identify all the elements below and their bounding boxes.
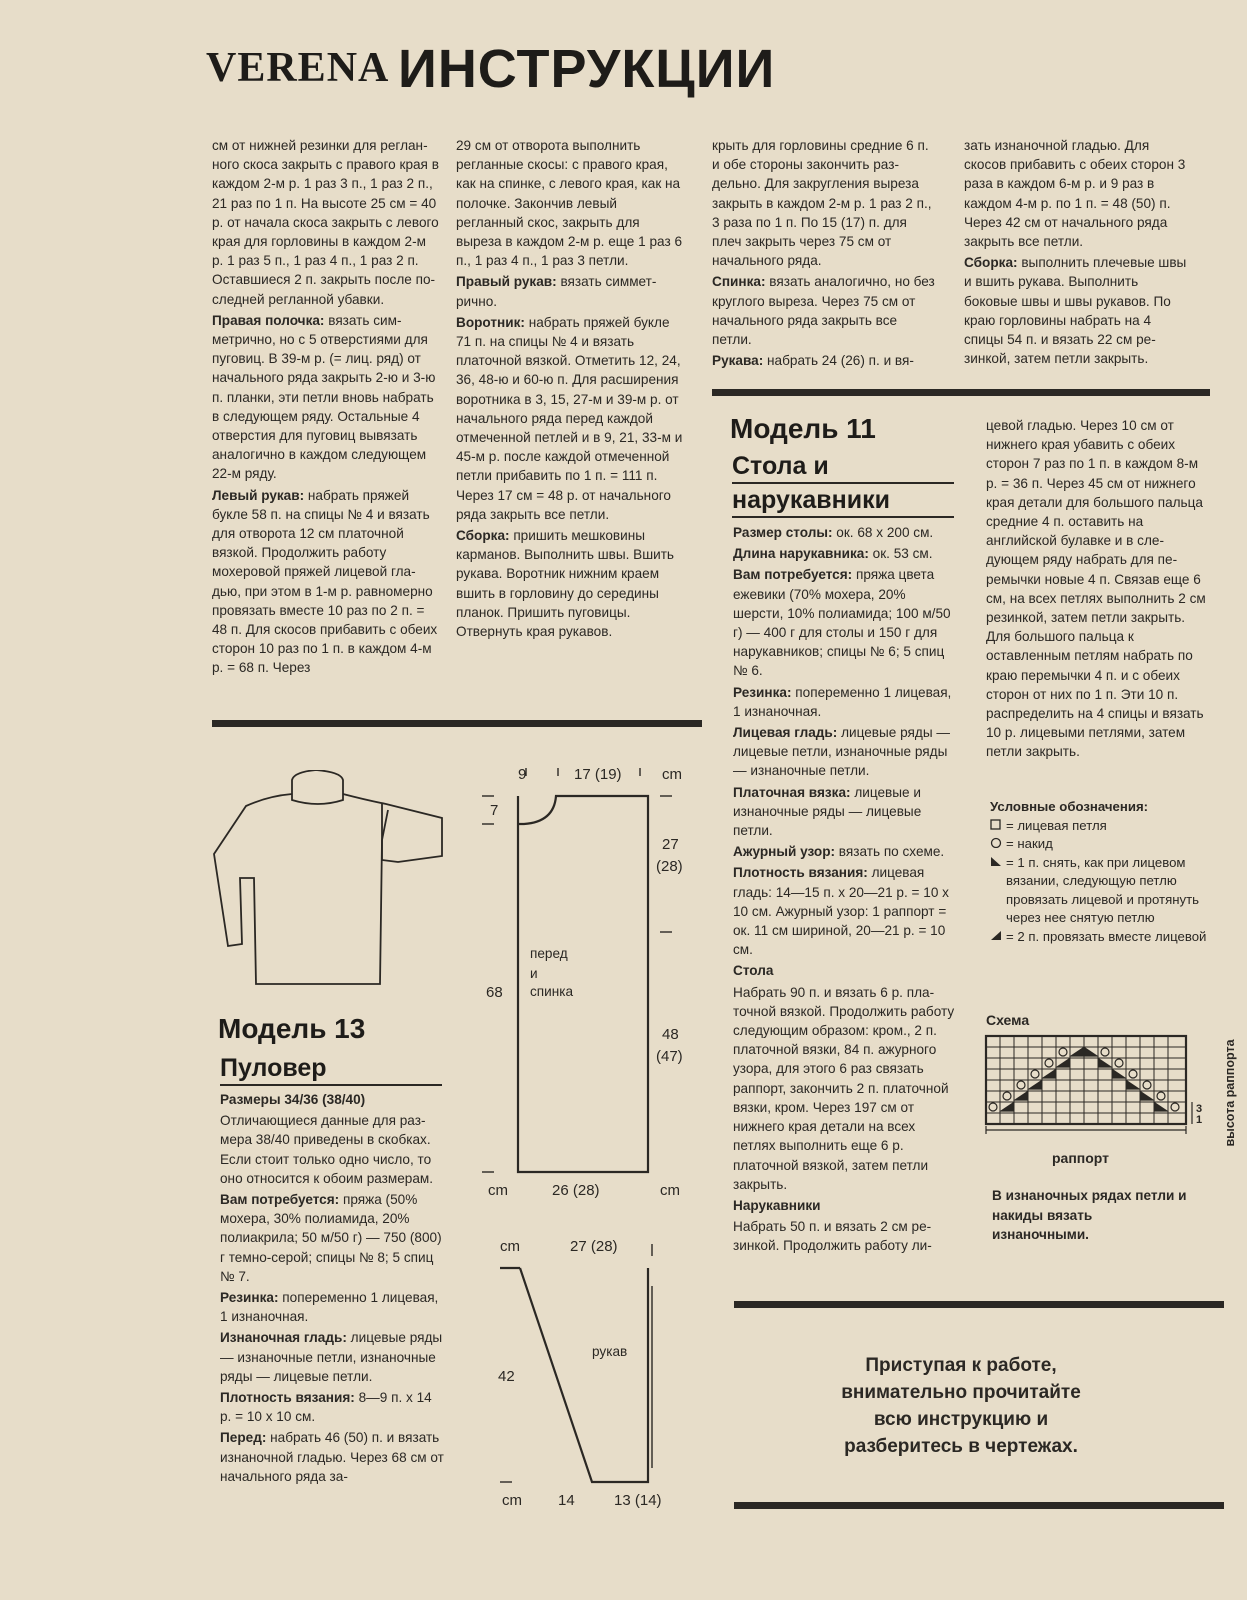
paragraph-text: попеременно 1 лицевая, 1 изнаночная. [733,684,952,719]
section-label: Вам потребуется: [733,567,853,583]
divider [734,1301,1224,1308]
chart-title: Схема [986,1012,1030,1028]
paragraph [964,253,1192,368]
schematic-label: спинка [530,984,574,999]
section-label: Резинка: [220,1290,279,1306]
reading-advice: Приступая к работе, внимательно прочитайте всю инструкцию и разберитесь в чертежах. [841,1355,1081,1457]
paragraph: 29 см от отворота выполнить регланные скосы: с правого края, как на спинке, с левого края, как на полочке. Закончив левый регланный скос, закрыть для выреза в каждом 2-м р. еще 1 раз 6 п., 1 раз 4 п., 1 раз 3 петли. [456,138,683,269]
square-icon [990,817,1002,836]
dimension-label: 26 (28) [552,1182,600,1199]
model-13-title: Модель 13 [218,1013,366,1044]
text-column-4 [964,136,1192,368]
dimension-label: 27 [662,836,679,853]
paragraph [733,544,958,563]
legend-text: = 2 п. провязать вместе лицевой [1006,928,1207,944]
legend-text: = лицевая петля [1006,817,1107,833]
section-label: Вам потребуется: [220,1192,340,1208]
section-label: Изнаночная гладь: [220,1330,347,1346]
paragraph-text: пряжа (50% мохера, 30% полиамида, 20% полиакрила; 50 м/50 г) — 750 (800) г темно-серой; спицы № 8; 5 спиц № 7. [220,1192,442,1284]
body-schematic [480,764,690,1200]
dimension-label: 7 [490,802,499,819]
paragraph [456,526,684,641]
chart-rapport-height-label: высота раппорта [1223,1039,1237,1147]
dimension-label: 13 (14) [614,1492,662,1509]
paragraph-text: набрать 24 (26) п. и вя- [763,353,914,369]
paragraph-text: вязать аналогично, но без круглого выреза. Через 75 см от начального ряда закрыть все петли. [712,274,935,348]
dimension-label: 17 (19) [574,766,622,783]
dimension-label: 9 [518,766,527,783]
paragraph-text: пришить мешковины карманов. Выполнить швы. Вшить рукава. Воротник нижним краем вшить в горловину до середины планок. Пришить пуговицы. Отвернуть края рукавов. [456,528,675,640]
section-label: Перед: [220,1430,267,1446]
section-label: Сборка: [456,528,510,544]
section-label: Стола [733,963,774,979]
subheading [733,961,958,980]
chart-note: В изнаночных рядах петли и накиды вязать изнаночными. [992,1188,1187,1242]
chart-rapport-label: раппорт [1052,1150,1110,1166]
dimension-label: cm [500,1238,520,1255]
section-label: Плотность вязания: [220,1390,355,1406]
paragraph: цевой гладью. Через 10 см от нижнего края убавить с обеих сторон 7 раз по 1 п. в каждом 8-м р. = 36 п. Через 45 см от нижнего края детали для большого пальца средние 4 п. оставить на английской булавке и в следующем ряду набрать для перемычки новые 4 п. Связав еще 6 см, на всех петлях выполнить 2 см резинкой, затем петли закрыть. Для большого пальца к оставленным петлям набрать по краю перемычки 4 п. и с обеих сторон от них по 1 п. Эти 10 п. распределить на 4 спицы и вязать 10 р. лицевыми петлями, затем петли закрыть. [986,418,1206,760]
paragraph-text: набрать пряжей букле 58 п. на спицы № 4 и вязать для отворота 12 см платочной вязкой. Продолжить работу мохеровой пряжей лицевой гладью, при этом в 1-м р. равномерно провязать вместе 10 раз по 2 п. = 48 п. Для скосов прибавить с обеих сторон 10 раз по 1 п. в каждом 4-м р. = 68 п. Через [212,487,438,676]
paragraph-text: лицевые и изнаночные ряды — лицевые петли. [733,784,922,839]
right-triangle-icon [990,928,1002,947]
dimension-label: 48 [662,1026,679,1043]
paragraph-text: ок. 53 см. [868,546,933,562]
brand-logo: VERENA [206,45,390,91]
section-label: Лицевая гладь: [733,725,838,741]
paragraph [712,272,940,349]
section-label: Длина нарукавника: [733,546,869,562]
section-label: Платочная вязка: [733,784,851,800]
paragraph-text: лицевые ряды — изнаночные петли, изнаночные ряды — лицевые петли. [220,1330,443,1384]
section-label: Условные обозначения: [990,799,1149,814]
paragraph-text: ок. 68 x 200 см. [832,525,934,540]
paragraph-text: вязать по схеме. [835,844,945,860]
left-triangle-icon [990,854,1002,873]
model-13-text [220,1090,444,1486]
paragraph [212,311,440,484]
dimension-label: 68 [486,984,503,1001]
page-title: ИНСТРУКЦИИ [398,39,776,99]
dimension-label: 27 (28) [570,1238,618,1255]
legend-item [990,835,1212,854]
dimension-label: cm [662,766,682,783]
paragraph: зать изнаночной гладью. Для скосов прибавить с обеих сторон 3 раза в каждом 6-м р. и 9 раз в каждом 4-м р. по 1 п. = 48 (50) п. Через 42 см от начального ряда закрыть все петли. [964,138,1186,250]
section-label: Воротник: [456,314,525,330]
paragraph [220,1288,444,1326]
paragraph [733,783,958,841]
section-label: Рукава: [712,353,764,369]
model-11-subtitle-line1: Стола и [732,450,954,484]
dimension-label: 42 [498,1368,515,1385]
legend-text: = 1 п. снять, как при лицевом вязании, следующую петлю провязать лицевой и протянуть через нее снятую петлю [1006,854,1200,925]
section-label: Правый рукав: [456,274,557,290]
paragraph [220,1328,444,1386]
paragraph-text: вязать симметрично. [456,274,657,309]
dimension-label: cm [502,1492,522,1509]
schematic-label: перед [530,946,568,961]
circle-icon [990,835,1002,854]
text-column-1 [212,136,440,678]
dimension-label: cm [488,1182,508,1199]
schematic-label: и [530,966,538,981]
model-11-text-right [986,416,1210,762]
section-label: Размер столы: [733,525,833,540]
paragraph [733,683,958,721]
paragraph [733,565,958,680]
sweater-illustration [206,770,456,990]
paragraph-text: набрать пряжей букле 71 п. на спицы № 4 и вязать платочной вязкой. Отметить 12, 24, 36, 48-ю и 60-ю п. Для расширения воротника в 3, 15, 27-м и 39-м р. от начального ряда перед каждой отмеченной петлей и в 9, 21, 33-м и 45-м р. после каждой отмеченной петли прибавить по 1 п. = 111 п. Через 17 см = 48 р. от начального ряда закрыть все петли. [456,314,683,522]
paragraph [220,1388,444,1426]
paragraph [733,842,958,861]
knitting-chart [984,1034,1218,1162]
divider [212,720,702,727]
model-11-title: Модель 11 [730,413,876,444]
paragraph [220,1090,444,1109]
paragraph: см от нижней резинки для регланного скоса закрыть с правого края в каждом 2-м р. 1 раз 3 п., 1 раз 2 п., 21 раз по 1 п. На высоте 25 см = 40 р. от начала скоса закрыть с левого края для горловины в каждом 2-м р. 1 раз 5 п., 1 раз 4 п., 1 раз 2 п. Оставшиеся 2 п. закрыть после последней регланной убавки. [212,138,439,307]
chart-row-label: 3 [1196,1103,1203,1115]
paragraph [712,351,940,370]
paragraph-text: набрать 46 (50) п. и вязать изнаночной гладью. Через 68 см от начального ряда за- [220,1430,444,1484]
paragraph [212,486,440,678]
paragraph: Набрать 50 п. и вязать 2 см резинкой. Продолжить работу ли- [733,1219,932,1254]
section-label: Ажурный узор: [733,844,836,860]
paragraph [220,1190,444,1286]
section-label: Резинка: [733,684,792,700]
section-label: Левый рукав: [212,487,305,503]
model-11-text [733,523,958,1256]
paragraph: Набрать 90 п. и вязать 6 р. платочной вязкой. Продолжить работу следующим образом: кром., 2 п. платочной вязки, 84 п. ажурного узора, для этого 6 раз связать раппорт, закончить 2 п. платочной вязки, кром. Через 197 см от нижнего края детали на всех петлях выполнить еще 6 р. платочной вязкой, затем петли закрыть. [733,984,955,1192]
dimension-label: (47) [656,1048,683,1065]
paragraph [456,313,684,524]
paragraph-text: 8—9 п. x 14 р. = 10 x 10 см. [220,1390,432,1425]
legend-title [990,798,1212,817]
paragraph [733,723,958,781]
legend-item [990,854,1212,928]
paragraph: Отличающиеся данные для размера 38/40 приведены в скобках. Если стоит только одно число, то оно относится к обоим размерам. [220,1113,434,1186]
dimension-label: (28) [656,858,683,875]
section-label: Спинка: [712,274,766,290]
legend [990,798,1212,946]
legend-text: = накид [1006,836,1053,851]
paragraph-text: лицевая гладь: 14—15 п. x 20—21 р. = 10 x 10 см. Ажурный узор: 1 раппорт = ок. 11 см шириной, 20—21 р. = 10 см. [733,865,949,958]
paragraph [456,272,684,310]
subheading [733,1196,958,1215]
paragraph-text: попеременно 1 лицевая, 1 изнаночная. [220,1290,439,1325]
paragraph-text: пряжа цвета ежевики (70% мохера, 20% шерсти, 10% полиамида; 100 м/50 г) — 400 г для столы и 150 г для нарукавников; спицы № 6; 5 спиц № 6. [733,567,951,679]
paragraph [733,523,958,542]
chart-row-label: 1 [1196,1114,1203,1126]
text-column-3 [712,136,940,370]
section-label: Сборка: [964,255,1018,271]
model-13-subtitle: Пуловер [220,1052,442,1086]
paragraph [220,1428,444,1486]
paragraph-text: вязать симметрично, но с 5 отверстиями для пуговиц. В 39-м р. (= лиц. ряд) от начального ряда закрыть 2-ю и 3-ю п. планки, эти петли вновь набрать в следующем ряду. Остальные 4 отверстия для пуговиц вывязать аналогично в каждом следующем 22-м ряду. [212,312,436,482]
divider [712,389,1210,396]
paragraph [733,863,958,959]
model-11-subtitle-line2: нарукавники [732,484,954,518]
schematic-label: рукав [592,1344,628,1359]
divider [734,1502,1224,1509]
section-label: Правая полочка: [212,312,325,328]
paragraph: крыть для горловины средние 6 п. и обе стороны закончить раздельно. Для закругления выреза закрыть в каждом 2-м р. 1 раз 2 п., 3 раза по 1 п. По 15 (17) п. для плеч закрыть через 75 см от начального ряда. [712,138,932,269]
dimension-label: cm [660,1182,680,1199]
legend-item [990,817,1212,836]
section-label: Плотность вязания: [733,865,868,881]
legend-item [990,928,1212,947]
section-label: Размеры 34/36 (38/40) [220,1092,366,1107]
paragraph-text: выполнить плечевые швы и вшить рукава. Выполнить боковые швы и швы рукавов. По краю горловины набрать на 4 спицы 54 п. и вязать 22 см резинкой, затем петли закрыть. [964,255,1187,367]
paragraph-text: лицевые ряды — лицевые петли, изнаночные ряды — изнаночные петли. [733,725,950,779]
text-column-2 [456,136,684,641]
section-label: Нарукавники [733,1197,821,1213]
dimension-label: 14 [558,1492,575,1509]
